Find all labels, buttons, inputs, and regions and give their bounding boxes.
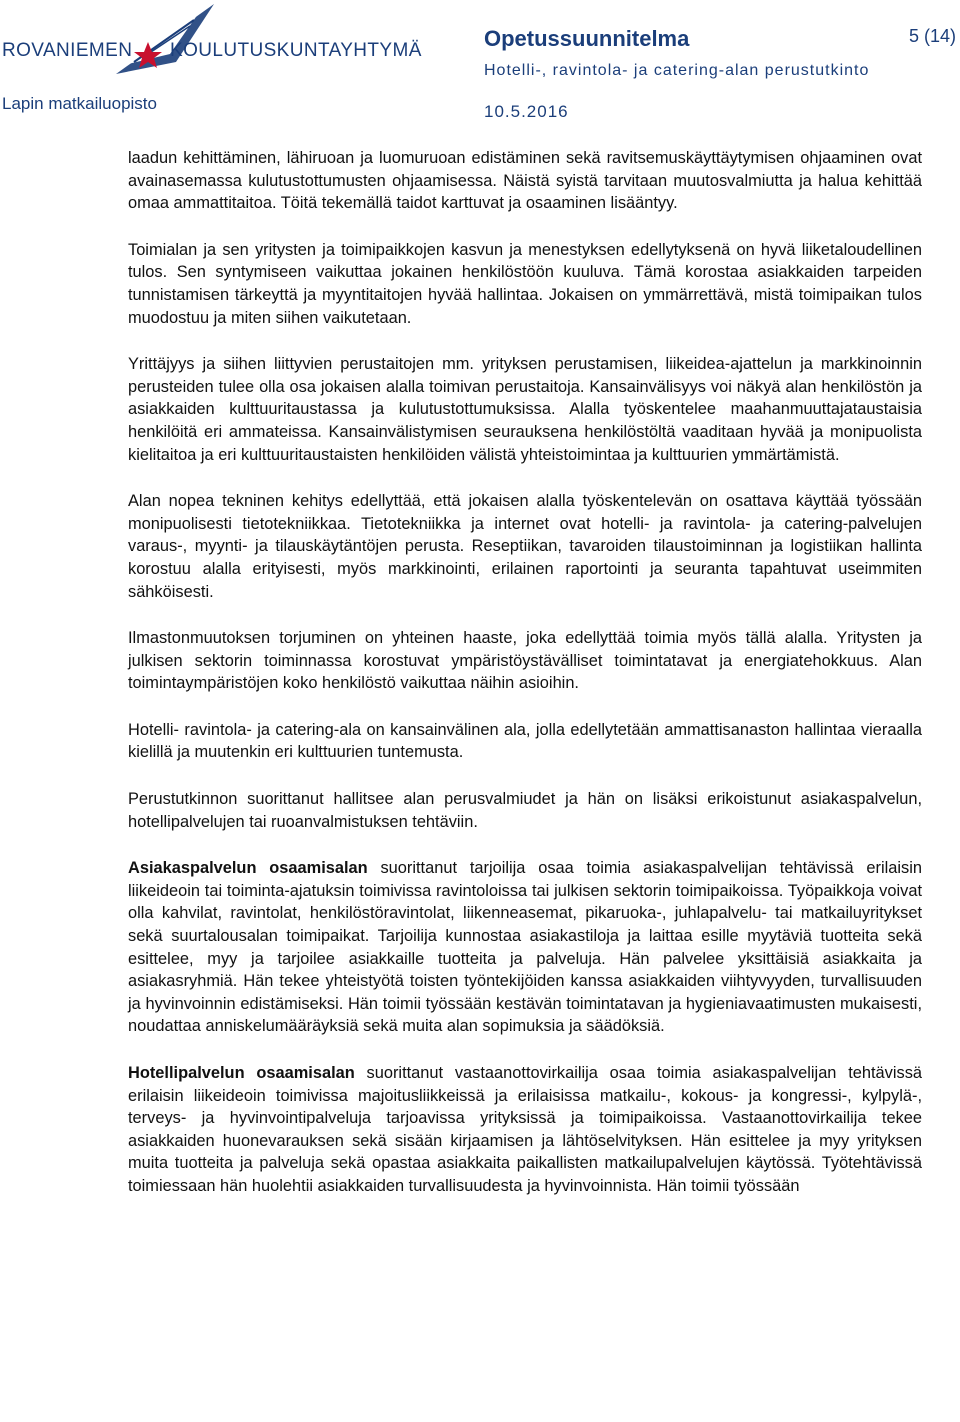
paragraph: Alan nopea tekninen kehitys edellyttää, että jokaisen alalla työskentelevän on osattava käyttää työssään monipuolisesti tietotekniikkaa. Tietotekniikka ja internet ovat hotelli- ja ravintola- ja catering-palvelujen varaus-, myynti- ja tilauskäytäntöjen perusta. Reseptiikan, tavaroiden tilaustoiminnan ja logistiikan hallinta korostuu alalla erityisesti, myös markkinointi, erilainen raportointi ja seuranta tapahtuvat useimmiten sähköisesti. [128, 492, 922, 601]
document-title: Opetussuunnitelma [484, 26, 690, 51]
paragraph [128, 857, 922, 1038]
paragraph: Hotelli- ravintola- ja catering-ala on kansainvälinen ala, jolla edellytetään ammattisanaston hallintaa vieraalla kielillä ja muutenkin eri kulttuurien tuntemusta. [128, 720, 922, 762]
paragraph: Yrittäjyys ja siihen liittyvien perustaitojen mm. yrityksen perustamisen, liikeidea-ajattelun ja markkinoinnin perusteiden tulee olla osa jokaisen alalla toimivan perustaitoja. Kansainvälisyys voi näkyä alan henkilöstön ja asiakkaiden kulttuuritaustassa ja kulutustottumuksissa. Alalla työskentelee maahanmuuttajataustaisia henkilöitä eri ammateissa. Kansainvälistymisen seurauksena henkilöstöltä vaaditaan hyvää ja monipuolista kielitaitoa ja eri kulttuuritaustaisten henkilöiden välistä yhteistoimintaa ja kulttuurien ymmärtämistä. [128, 355, 922, 464]
document-date: 10.5.2016 [484, 102, 569, 121]
document-subtitle: Hotelli-, ravintola- ja catering-alan perustutkinto [484, 62, 870, 79]
logo-text-right: KOULUTUSKUNTAYHTYMÄ [170, 40, 422, 61]
paragraph: Ilmastonmuutoksen torjuminen on yhteinen haaste, joka edellyttää toimia myös tällä alalla. Yritysten ja julkisen sektorin toiminnassa korostuvat ympäristöystävälliset toimintatavat ja energiatehokkuus. Alan toimintaympäristöjen koko henkilöstö vaikuttaa näihin asioihin. [128, 629, 922, 693]
logo-text-left: ROVANIEMEN [2, 40, 133, 61]
document-body [128, 147, 922, 1222]
section-term: Asiakaspalvelun osaamisalan [128, 859, 368, 878]
organization-logo [0, 2, 420, 82]
page-header [0, 0, 960, 120]
paragraph-text: suorittanut tarjoilija osaa toimia asiakaspalvelijan tehtävissä erilaisin liikeideoin tai toiminta-ajatuksin toimivissa ravintoloissa tai julkisen sektorin toimipaikoissa. Työpaikkoja voivat olla kahvilat, ravintolat, henkilöstöravintolat, liikenneasemat, pikaruoka-, juhlapalvelu- tai matkailuyritykset sekä suurtalousalan toimipaikat. Tarjoilija kunnostaa asiakastiloja ja laittaa esille myytäviä tuotteita sekä esittelee, myy ja tarjoilee asiakkaille tuotteita ja palveluja. Hän palvelee yksittäisiä asiakkaita ja asiakasryhmiä. Hän tekee yhteistyötä toisten työntekijöiden kanssa asiakkaiden viihtyvyyden, turvallisuuden ja hyvinvoinnin edistämiseksi. Hän toimii työssään kestävän toimintatavan ja hygieniavaatimusten mukaisesti, noudattaa anniskelumääräyksiä sekä muita alan sopimuksia ja säädöksiä. [128, 859, 922, 1036]
page-number: 5 (14) [908, 26, 956, 46]
paragraph: laadun kehittäminen, lähiruoan ja luomuruoan edistäminen sekä ravitsemuskäyttäytymisen ohjaaminen ovat avainasemassa kulutustottumusten ohjaamisessa. Näistä syistä tarvitaan muutosvalmiutta ja halua kehittää omaa ammattitaitoa. Töitä tekemällä taidot karttuvat ja osaaminen lisääntyy. [128, 149, 922, 213]
section-term: Hotellipalvelun osaamisalan [128, 1064, 355, 1082]
paragraph: Toimialan ja sen yritysten ja toimipaikkojen kasvun ja menestyksen edellytyksenä on hyvä liiketaloudellinen tulos. Sen syntymiseen vaikuttaa jokainen henkilöstöön kuuluva. Tämä korostaa asiakkaiden tarpeiden tunnistamisen tärkeyttä ja myyntitaitojen hyvää hallintaa. Jokaisen on ymmärrettävä, mistä toimipaikan tulos muodostuu ja miten siihen vaikutetaan. [128, 240, 922, 327]
paragraph-text: suorittanut vastaanottovirkailija osaa toimia asiakaspalvelijan tehtävissä erilaisin liikeideoin toimivissa majoitusliikkeissä ja erilaisissa matkailu-, kokous- ja kongressi-, kylpylä-, terveys- ja hyvinvointipalveluja tarjoavissa yrityksissä ja toimipaikoissa. Vastaanottovirkailija tekee asiakkaiden huonevarauksen sekä sisään kirjaamisen ja lähtöselvityksen. Hän esittelee ja myy yrityksen muita tuotteita ja palveluja sekä opastaa asiakkaita paikallisten matkailupalvelujen käytössä. Työtehtävissä toimiessaan hän huolehtii asiakkaiden turvallisuudesta ja hyvinvoinnista. Hän toimii työssään [128, 1064, 922, 1195]
paragraph: Perustutkinnon suorittanut hallitsee alan perusvalmiudet ja hän on lisäksi erikoistunut asiakaspalvelun, hotellipalvelujen tai ruoanvalmistuksen tehtäviin. [128, 790, 922, 831]
school-name: Lapin matkailuopisto [2, 94, 157, 113]
paragraph [128, 1062, 922, 1198]
